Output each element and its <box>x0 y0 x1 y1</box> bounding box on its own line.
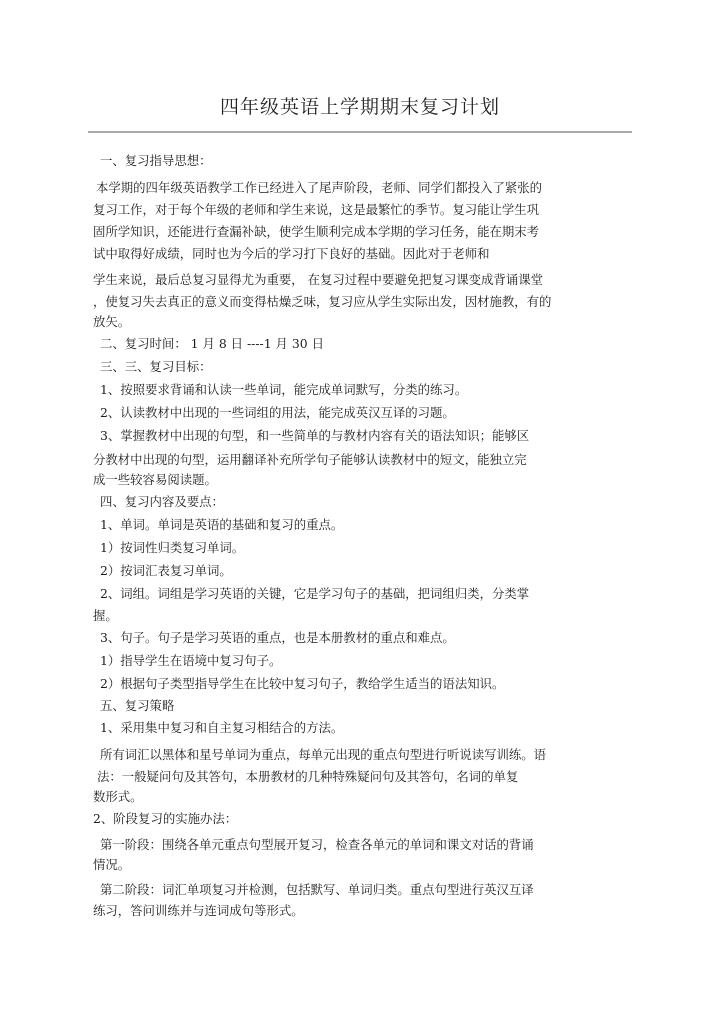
paragraph-line: 法：一般疑问句及其答句，本册教材的几种特殊疑问句及其答句，名词的单复 <box>97 769 519 784</box>
list-item: 2）按词汇表复习单词。 <box>100 563 232 578</box>
section-heading-2: 二、复习时间： 1 月 8 日 ----1 月 30 日 <box>100 336 324 351</box>
document-title: 四年级英语上学期期末复习计划 <box>219 96 500 118</box>
paragraph-line: 练习，答问训练并与连词成句等形式。 <box>93 903 304 918</box>
list-item: 3、掌握教材中出现的句型，和一些简单的与教材内容有关的语法知识；能够区 <box>100 428 530 443</box>
list-item: 2、阶段复习的实施办法： <box>93 811 238 826</box>
title-divider <box>88 131 632 133</box>
list-item: 3、句子。句子是学习英语的重点，也是本册教材的重点和难点。 <box>100 630 455 645</box>
section-heading-1: 一、复习指导思想： <box>100 153 212 168</box>
paragraph-line: 固所学知识，还能进行查漏补缺，使学生顺利完成本学期的学习任务，能在期末考 <box>93 224 540 239</box>
paragraph-line: 分教材中出现的句型，运用翻译补充所学句子能够认读教材中的短文，能独立完 <box>93 452 527 467</box>
paragraph-line: 学生来说，最后总复习显得尤为重要， 在复习过程中要避免把复习课变成背诵课堂 <box>93 272 544 287</box>
list-item: 1、采用集中复习和自主复习相结合的方法。 <box>100 720 344 735</box>
paragraph-line: ，使复习失去真正的意义而变得枯燥乏味，复习应从学生实际出发，因材施教，有的 <box>93 294 552 309</box>
list-item: 1）按词性归类复习单词。 <box>100 540 245 555</box>
paragraph-line: 本学期的四年级英语教学工作已经进入了尾声阶段，老师、同学们都投入了紧张的 <box>96 180 543 195</box>
paragraph-line: 握。 <box>93 608 118 623</box>
list-item: 1、按照要求背诵和认读一些单词，能完成单词默写，分类的练习。 <box>100 382 468 397</box>
list-item: 2、词组。词组是学习英语的关键，它是学习句子的基础，把词组归类，分类掌 <box>100 586 530 601</box>
section-heading-3: 三、三、复习目标： <box>100 359 212 374</box>
paragraph-line: 第二阶段：词汇单项复习并检测，包括默写、单词归类。重点句型进行英汉互译 <box>100 882 534 897</box>
section-heading-4: 四、复习内容及要点： <box>100 494 224 509</box>
list-item: 1）指导学生在语境中复习句子。 <box>100 653 282 668</box>
section-heading-5: 五、复习策略 <box>100 698 175 713</box>
paragraph-line: 试中取得好成绩，同时也为今后的学习打下良好的基础。因此对于老师和 <box>93 246 490 261</box>
paragraph-line: 复习工作，对于每个年级的老师和学生来说，这是最繁忙的季节。复习能让学生巩 <box>93 202 540 217</box>
paragraph-line: 数形式。 <box>93 789 143 804</box>
paragraph-line: 放矢。 <box>93 314 131 329</box>
list-item: 2、认读教材中出现的一些词组的用法，能完成英汉互译的习题。 <box>100 405 455 420</box>
list-item: 1、单词。单词是英语的基础和复习的重点。 <box>100 517 344 532</box>
list-item: 2）根据句子类型指导学生在比较中复习句子，教给学生适当的语法知识。 <box>100 676 505 691</box>
paragraph-line: 第一阶段：围绕各单元重点句型展开复习，检查各单元的单词和课文对话的背诵 <box>100 837 534 852</box>
paragraph-line: 成一些较容易阅读题。 <box>93 472 217 487</box>
paragraph-line: 情况。 <box>93 857 131 872</box>
paragraph-line: 所有词汇以黑体和星号单词为重点，每单元出现的重点句型进行听说读写训练。语 <box>100 747 547 762</box>
